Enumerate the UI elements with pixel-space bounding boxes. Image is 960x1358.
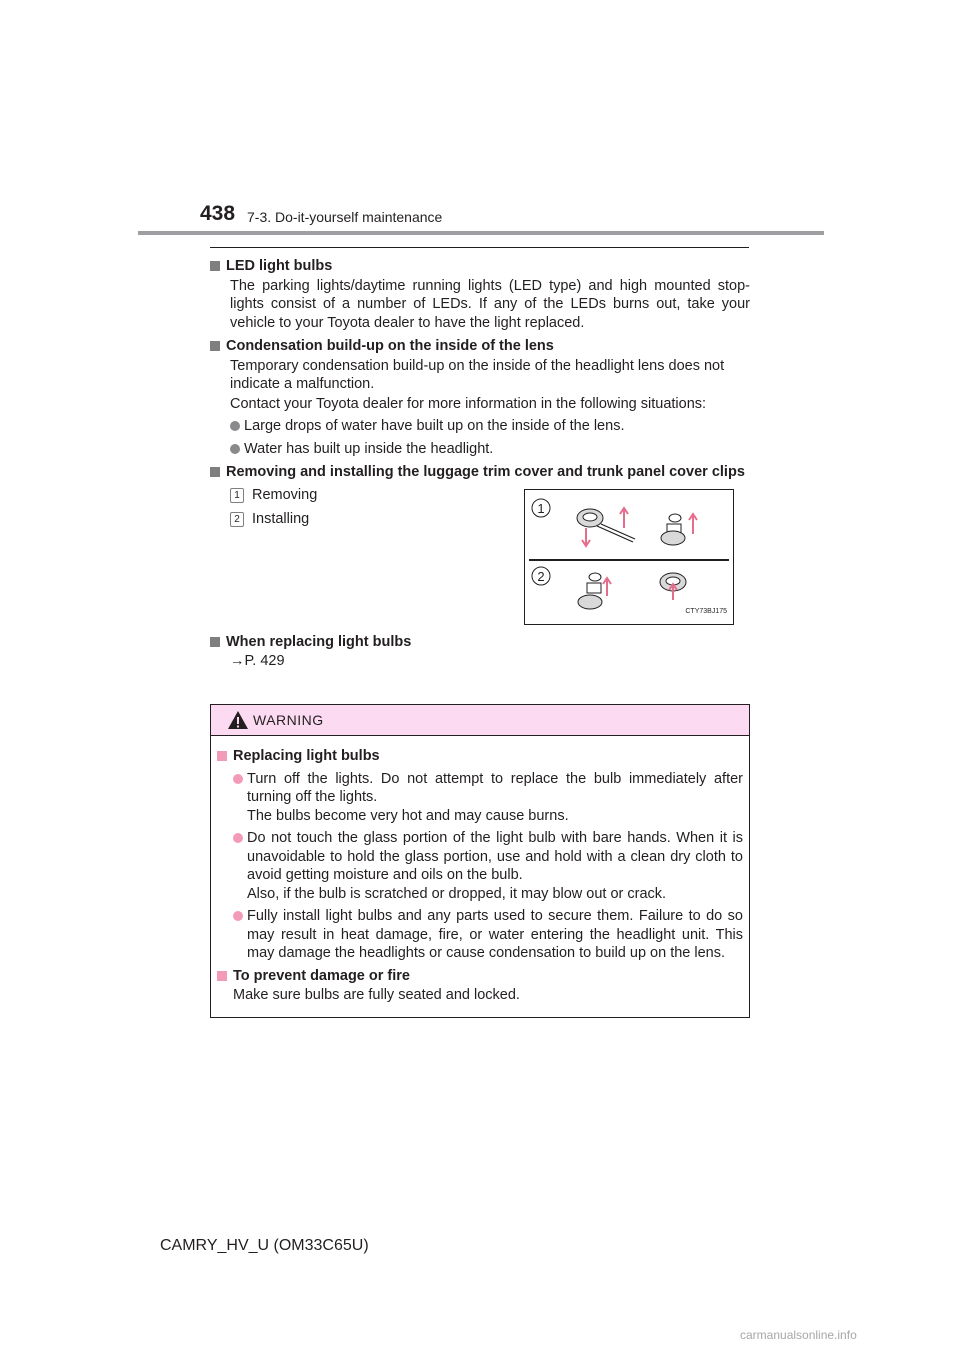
watermark: carmanualsonline.info (740, 1328, 857, 1342)
list-item: Large drops of water have built up on the inside of the lens. (210, 417, 750, 436)
square-bullet-icon (210, 467, 220, 477)
warning-label: WARNING (253, 712, 324, 728)
list-item: Do not touch the glass portion of the light bulb with bare hands. When it is unavoidable to hold the glass portion, use and hold with a clean dry cloth to avoid getting moisture and oils on the bulb. Also, if the bulb is scratched or dropped, it may blow out or crack. (217, 829, 743, 903)
list-item: Turn off the lights. Do not attempt to replace the bulb immediately after turning off the lights. The bulbs become very hot and may cause burns. (217, 770, 743, 826)
round-bullet-icon (230, 421, 240, 431)
condensation-text-1: Temporary condensation build-up on the inside of the headlight lens does not indicate a malfunction. (230, 357, 725, 392)
round-bullet-icon (230, 444, 240, 454)
divider (210, 247, 749, 248)
section-title: 7-3. Do-it-yourself maintenance (247, 209, 443, 225)
main-content (210, 256, 750, 671)
list-item: Fully install light bulbs and any parts used to secure them. Failure to do so may result in heat damage, fire, or water entering the headlight unit. This may damage the headlights or cause condensation to build up on the lens. (217, 907, 743, 963)
condensation-heading: Condensation build-up on the inside of the lens (210, 337, 750, 356)
page-header (0, 0, 960, 240)
step-installing: 2 Installing (230, 510, 309, 529)
warning-heading-prevent: To prevent damage or fire (217, 967, 743, 986)
round-bullet-icon (233, 774, 243, 784)
square-bullet-icon (210, 637, 220, 647)
warning-body (211, 736, 749, 1005)
page-reference: →P. 429 (230, 653, 285, 669)
clips-steps (210, 484, 750, 632)
figure-label-1: 1 (537, 500, 545, 516)
condensation-text-2: Contact your Toyota dealer for more information in the following situations: (230, 395, 707, 412)
warning-box (210, 704, 750, 1018)
step-number: 2 (230, 512, 244, 527)
led-text: The parking lights/daytime running lights (LED type) and high mounted stop-lights consist of a number of LEDs. If any of the LEDs burns out, take your vehicle to your Toyota dealer to have the light replaced. (230, 277, 750, 331)
warning-heading-replacing: Replacing light bulbs (217, 747, 743, 766)
warning-header (211, 705, 749, 736)
led-heading: LED light bulbs (210, 257, 750, 276)
page-number: 438 (200, 202, 236, 225)
warning-prevent-text: Make sure bulbs are fully seated and locked. (233, 987, 520, 1003)
warning-icon (227, 710, 249, 730)
list-item: Water has built up inside the headlight. (210, 440, 750, 459)
square-bullet-icon (210, 341, 220, 351)
clip-illustration (524, 489, 734, 625)
step-number: 1 (230, 488, 244, 503)
figure-label-2: 2 (537, 568, 545, 584)
header-rule (138, 231, 824, 235)
round-bullet-icon (233, 833, 243, 843)
figure-code: CTY73BJ175 (685, 608, 727, 615)
model-code: CAMRY_HV_U (OM33C65U) (160, 1237, 369, 1254)
step-removing: 1 Removing (230, 486, 317, 505)
round-bullet-icon (233, 911, 243, 921)
square-bullet-icon (217, 751, 227, 761)
clips-heading: Removing and installing the luggage trim cover and trunk panel cover clips (210, 463, 750, 482)
square-bullet-icon (210, 261, 220, 271)
square-bullet-icon (217, 971, 227, 981)
replacing-heading: When replacing light bulbs (210, 633, 750, 652)
